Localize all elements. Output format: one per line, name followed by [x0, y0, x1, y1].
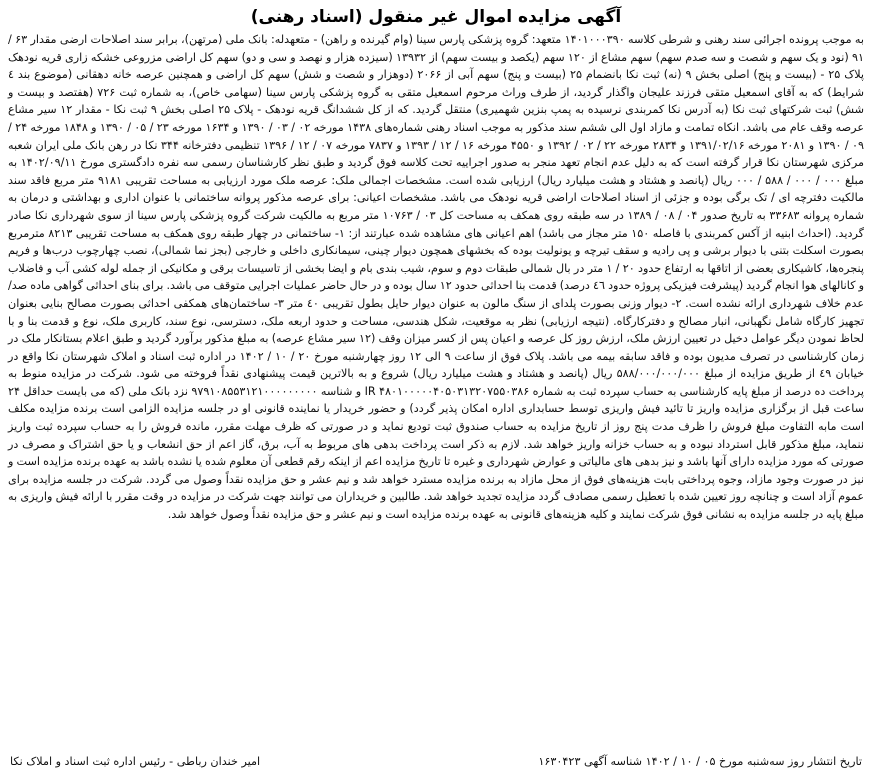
publication-date-line: تاریخ انتشار روز سه‌شنبه مورخ ۰۵ / ۱۰ / ۱۴۰۲ شناسه آگهی ۱۶۳۰۴۲۳	[538, 755, 862, 768]
signature-line: امیر خندان رباطی - رئیس اداره ثبت اسناد و املاک نکا	[10, 755, 261, 768]
notice-body: به موجب پرونده اجرائی سند رهنی و شرطی کلاسه ۱۴۰۱۰۰۰۳۹۰ متعهد: گروه پزشکی پارس سینا (وام گیرنده و راهن) - متعهدله: بانک ملی (مرتهن)، برابر سند اصلاحات ارضی مقدار ۶۳ / ۹۱ (نود و یک سهم و شصت و سه صدم سهم) سهم مشاع از ۱۲۰ سهم (یکصد و بیست سهم) از ۱۳۹۳۲ (سیزده هزار و نهصد و سی و دو) سهم کل اراضی مزروعی خشکه زاری قریه نودهک پلاک ۲۵ - (بیست و پنج) اصلی بخش ۹ (نه) ثبت نکا بانضمام ۲۵ (بیست و پنج) سهم آبی از ۲۰۶۶ (دوهزار و شصت و شش) سهم کل اراضی و همچنین عرصه خانه دهقانی (موضوع بند ٤ شرایط) که به آقای اسمعیل متقی فرزند علیجان واگذار گردید، از طرف وراث مرحوم اسمعیل متقی به گروه پزشکی پارس سینا (سهامی خاص)، به شماره ثبت ۷۲۶ (هفتصد و بیست و شش) ثبت شرکتهای ثبت نکا (به آدرس نکا کمربندی نرسیده به پمپ بنزین شهمیری) منتقل گردید. که از کل ششدانگ قریه نودهک - پلاک ۲۵ اصلی بخش ۹ ثبت نکا - مقدار ۱۲ سیر مشاع عرصه وقف عام می باشد. انکاه تمامت و مازاد اول الی ششم سند مذکور به موجب اسناد رهنی شماره‌های ۱۴۳۸ مورخه ۰۲ / ۰۳ / ۱۳۹۰ و ۱۶۳۴ مورخه ۲۳ / ۰۵ / ۱۳۹۰ و ۱۸۴۸ مورخه ۲۴ / ۰۹ / ۱۳۹۰ و ۲۰۸۱ مورخه ۱۳۹۱/۰۲/۱۶ و ۲۸۳۴ مورخه ۲۲ / ۰۲ / ۱۳۹۲ و ۴۵۵۰ مورخه ۱۶ / ۱۲ / ۱۳۹۳ و ۷۸۳۷ مورخه ۰۷ / ۱۲ / ۱۳۹۶ تنظیمی دفترخانه ۳۴۴ نکا در رهن بانک ملی ایران شعبه مرکزی شهرستان نکا قرار گرفته است که به دلیل عدم انجام تعهد منجر به صدور اجراییه تحت کلاسه فوق گردید و طبق نظر کارشناسان رسمی سه نفره دادگستری مورخ ۱۴۰۲/۰۹/۱۱ به مبلغ ۰۰۰ / ۰۰۰ / ۵۸۸ / ۰۰۰ ریال (پانصد و هشتاد و هشت میلیارد ریال) ارزیابی شده است. مشخصات اجمالی ملک: عرصه ملک مورد ارزیابی به مساحت تقریبی ۹۱۸۱ متر مربع فاقد سند مالکیت دفترچه ای / تک برگی بوده و جزئی از اسناد اصلاحات اراضی قریه نودهک می باشد. مشخصات اعیانی: برای عرصه مذکور پروانه ساختمانی با عنوان اداری و بهداشتی و درمان به شماره پروانه ۳۳۶۸۳ به تاریخ صدور ۰۴ / ۰۸ / ۱۳۸۹ در سه طبقه روی همکف به مساحت کل ۰۳ / ۱۰۷۶۳ متر مربع به مالکیت شرکت گروه پزشکی پارس سینا از سوی شهرداری نکا صادر گردید. (احداث ابنیه از آکس کمربندی با فاصله ۱۵۰ متر مجاز می باشد) اهم اعیانی های مشاهده شده عبارتند از: ۱- ساختمانی در چهار طبقه روی همکف به مساحت تقریبی ۸۲۱۳ مترمربع بصورت اسکلت بتنی با دیوار برشی و پی رادیه و سقف تیرچه و یونولیت بوده که بخشهای همچون دیوار چینی، سیمانکاری داخلی و خارجی (بجز نما شمالی)، نصب چهارچوب درب‌ها و فریم پنجره‌ها، کاشیکاری بعضی از اتاقها به ارتفاع حدود ۲۰ / ۱ متر در بال شمالی طبقات دوم و سوم، شیب بندی بام و ایضا بخشی از تاسیسات برقی و مکانیکی از جمله لوله کشی آب و فاضلاب و کانالهای هوا انجام گردید (پیشرفت فیزیکی پروژه حدود ٤٦ درصد) قدمت بنا احداثی حدود ۱۲ سال بوده و در حال حاضر عملیات اجرایی متوقف می باشد. برای بنای احداثی گواهی ماده صد/ عدم خلاف شهرداری ارائه نشده است. ۲- دیوار وزنی بصورت پلدای از سنگ مالون به عنوان دیوار حایل بطول تقریبی ٤٠ متر ۳- ساختمان‌های همکفی احداثی بصورت مصالح بنایی بعنوان تجهیز کارگاه شامل نگهبانی، انبار مصالح و دفترکارگاه. (نتیجه ارزیابی) نظر به موقعیت، شکل هندسی، مساحت و حدود اربعه ملک، دسترسی، نوع سند، کاربری ملک، نوع و قدمت بنا و با لحاظ نمودن دیگر عوامل دخیل در تعیین ارزش ملک، ارزش روز کل عرصه و اعیان پس از کسر میزان وقف (۱۲ سیر مشاع عرصه) به مبلغ مذکور برآورد گردید و طبق اعلام بستانکار ملک در زمان کارشناسی در تصرف مدیون بوده و فاقد سابقه بیمه می باشد. پلاک فوق از ساعت ۹ الی ۱۲ روز چهارشنبه مورخ ۲۰ / ۱۰ / ۱۴۰۲ در اداره ثبت اسناد و املاک شهرستان نکا واقع در خیابان ٤٩ از طریق مزایده از مبلغ ۵۸۸/۰۰۰/۰۰۰/۰۰۰ ریال (پانصد و هشتاد و هشت میلیارد ریال) شروع و به بالاترین قیمت پیشنهادی نقداً فروخته می شود. شرکت در مزایده منوط به پرداخت ده درصد از مبلغ پایه کارشناسی به حساب سپرده ثبت به شماره IR ۴۸۰۱۰۰۰۰۰۴۰۵۰۳۱۳۲۰۷۵۵۰۳۸۶ و شناسه ۹۷۹۱۰۸۵۵۳۱۲۱۰۰۰۰۰۰۰۰۰ نزد بانک ملی (که می بایست حداقل ۲۴ ساعت قبل از برگزاری مزایده واریز تا تائید فیش واریزی توسط حسابداری اداره امکان پذیر گردد) و حضور خریدار یا نماینده قانونی او در جلسه مزایده الزامی است برنده مزایده مکلف است مابه التفاوت مبلغ فروش را ظرف مدت پنج روز از تاریخ مزایده به حساب صندوق ثبت تودیع نماید و در صورتی که ظرف مهلت مقرر، مانده فروش را به حساب سپرده ثبت واریز ننماید، مبلغ مذکور قابل استرداد نبوده و به حساب خزانه واریز خواهد شد. لازم به ذکر است پرداخت بدهی های مربوط به آب، برق، گاز اعم از حق انشعاب و یا حق اشتراک و مصرف در صورتی که مورد مزایده دارای آنها باشد و نیز بدهی های مالیاتی و عوارض شهرداری و غیره تا تاریخ مزایده اعم از اینکه رقم قطعی آن معلوم شده یا نشده باشد به عهده برنده مزایده است و نیز در صورت وجود مازاد، وجوه پرداختی بابت هزینه‌های فوق از محل مازاد به برنده مزایده مسترد خواهد شد و نیم عشر و حق مزایده نقداً وصول می گردد. شرکت در جلسه مزایده برای عموم آزاد است و چنانچه روز تعیین شده با تعطیل رسمی مصادف گردد مزایده تجدید خواهد شد. طالبین و خریداران می توانند جهت شرکت در مزایده در وقت مقرر با ارائه فیش واریزی به مبلغ پایه در جلسه مزایده به نشانی فوق شرکت نمایند و کلیه هزینه‌های قانونی به عهده برنده مزایده است و نیم عشر و حق مزایده نقداً وصول خواهد شد.	[8, 33, 865, 522]
notice-title: آگهی مزایده اموال غیر منقول (اسناد رهنی)	[250, 7, 622, 27]
notice-footer	[10, 754, 862, 770]
